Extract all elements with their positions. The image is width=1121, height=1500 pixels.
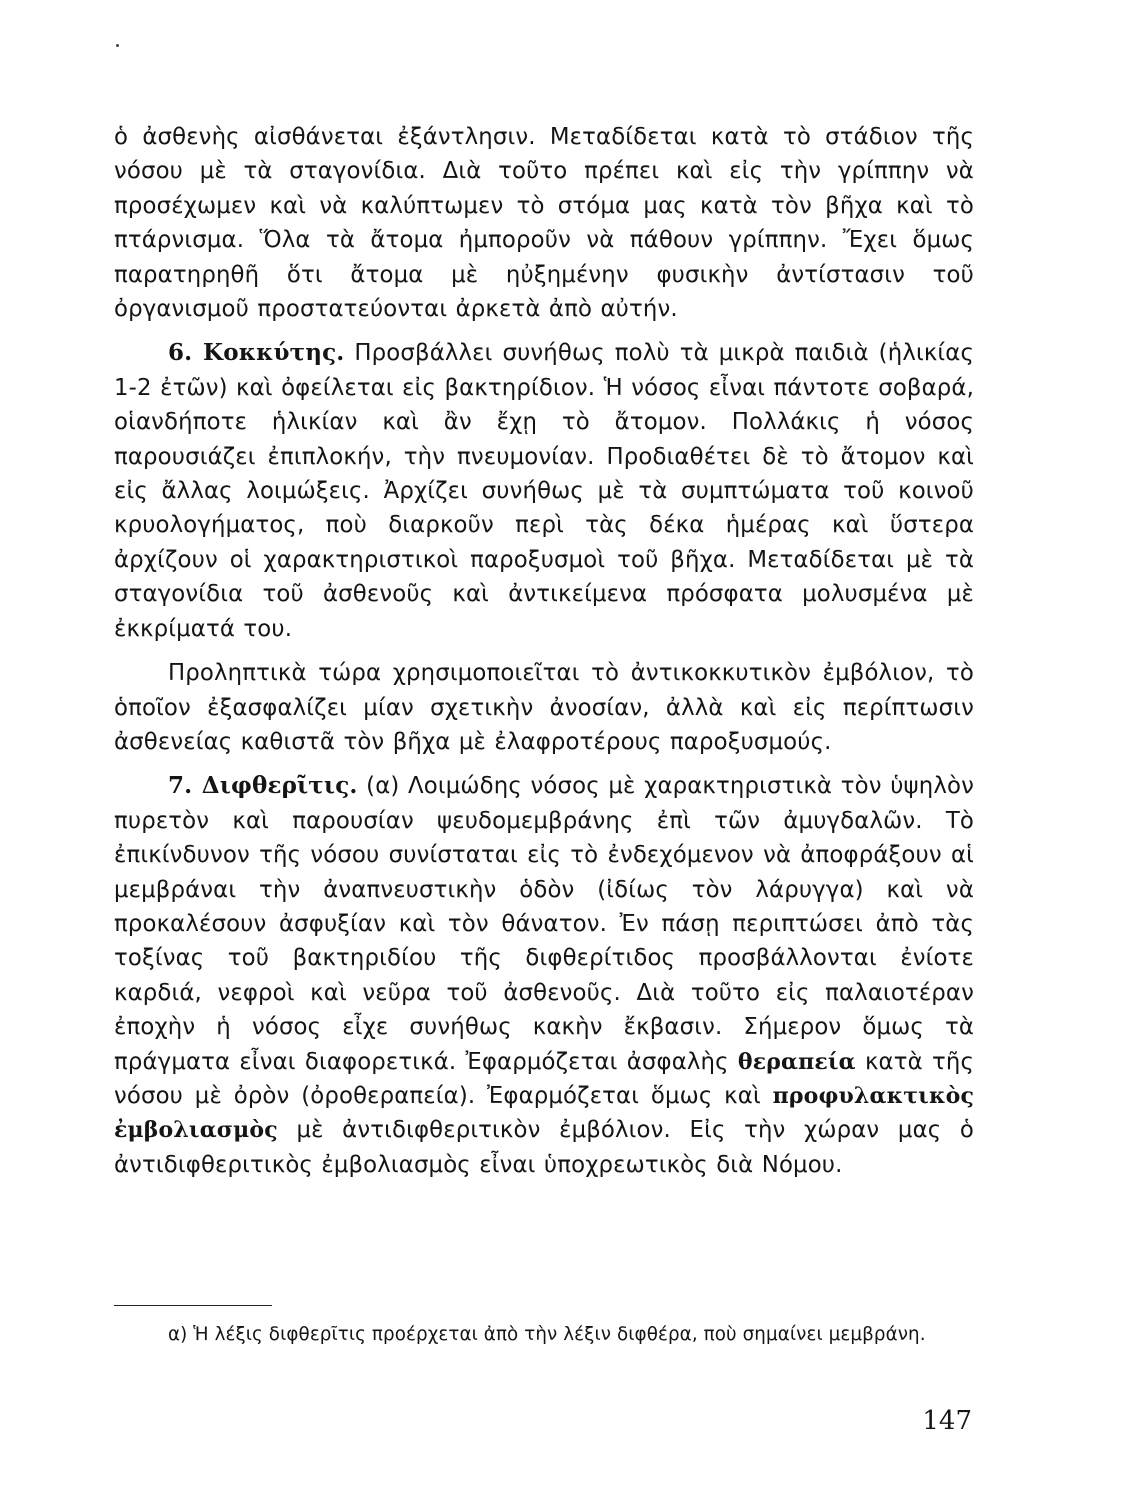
bold-term-vaccination: προφυλακτικὸς ἐμβολιασμὸς [114,1082,974,1144]
footnote-divider [114,1305,272,1306]
paragraph-text: μὲ ἀντιδιφθεριτικὸν ἐμβόλιον. Εἰς τὴν χώραν μας ὁ ἀντιδιφθεριτικὸς ἐμβολιασμὸς εἶναι ὑποχρεωτικὸς διὰ Νόμου. [114,1117,974,1178]
section-heading-whooping-cough: 6. Κοκκύτης. [168,339,345,367]
paragraph-text: κατὰ τῆς νόσου μὲ ὀρὸν (ὀροθεραπεία). Ἐφαρμόζεται ὅμως καὶ [114,1048,974,1109]
paragraph-whooping-cough [114,336,974,646]
section-heading-diphtheria: 7. Διφθερῖτις. [168,772,358,800]
paragraph-text: ὁ ἀσθενὴς αἰσθάνεται ἐξάντλησιν. Μεταδίδεται κατὰ τὸ στάδιον τῆς νόσου μὲ τὰ σταγονίδια. Διὰ τοῦτο πρέπει καὶ εἰς τὴν γρίππην νὰ προσέχωμεν καὶ νὰ καλύπτωμεν τὸ στόμα μας κατὰ τὸν βῆχα καὶ τὸ πτάρνισμα. Ὅλα τὰ ἄτομα ἠμποροῦν νὰ πάθουν γρίππην. Ἔχει ὅμως παρατηρηθῆ ὅτι ἄτομα μὲ ηὐξημένην φυσικὴν ἀντίστασιν τοῦ ὀργανισμοῦ προστατεύονται ἀρκετὰ ἀπὸ αὐτήν. [114,124,974,323]
paragraph-influenza-end [114,120,974,326]
scan-speck [116,44,119,47]
paragraph-text: Προληπτικὰ τώρα χρησιμοποιεῖται τὸ ἀντικοκκυτικὸν ἐμβόλιον, τὸ ὁποῖον ἐξασφαλίζει μίαν σχετικὴν ἀνοσίαν, ἀλλὰ καὶ εἰς περίπτωσιν ἀσθενείας καθιστᾶ τὸν βῆχα μὲ ἐλαφροτέρους παροξυσμούς. [114,660,974,755]
paragraph-whooping-cough-prevention [114,656,974,759]
paragraph-text: (α) Λοιμώδης νόσος μὲ χαρακτηριστικὰ τὸν ὑψηλὸν πυρετὸν καὶ παρουσίαν ψευδομεμβράνης ἐπὶ τῶν ἀμυγδαλῶν. Τὸ ἐπικίνδυνον τῆς νόσου συνίσταται εἰς τὸ ἐνδεχόμενον νὰ ἀποφράξουν αἱ μεμβράναι τὴν ἀναπνευστικὴν ὁδὸν (ἰδίως τὸν λάρυγγα) καὶ νὰ προκαλέσουν ἀσφυξίαν καὶ τὸν θάνατον. Ἐν πάσῃ περιπτώσει ἀπὸ τὰς τοξίνας τοῦ βακτηριδίου τῆς διφθερίτιδος προσβάλλονται ἐνίοτε καρδιά, νεφροὶ καὶ νεῦρα τοῦ ἀσθενοῦς. Διὰ τοῦτο εἰς παλαιοτέραν ἐποχὴν ἡ νόσος εἶχε συνήθως κακὴν ἔκβασιν. Σήμερον ὅμως τὰ πράγματα εἶναι διαφορετικά. Ἐφαρμόζεται ἀσφαλὴς [114,773,974,1075]
footnote: α) Ἡ λέξις διφθερῖτις προέρχεται ἀπὸ τὴν λέξιν διφθέρα, ποὺ σημαίνει μεμβράνη. [168,1324,926,1345]
page-number: 147 [922,1406,972,1436]
paragraph-text: Προσβάλλει συνήθως πολὺ τὰ μικρὰ παιδιὰ (ἡλικίας 1-2 ἐτῶν) καὶ ὀφείλεται εἰς βακτηρίδιον. Ἡ νόσος εἶναι πάντοτε σοβαρά, οἱανδήποτε ἡλικίαν καὶ ἂν ἔχῃ τὸ ἄτομον. Πολλάκις ἡ νόσος παρουσιάζει ἐπιπλοκήν, τὴν πνευμονίαν. Προδιαθέτει δὲ τὸ ἄτομον καὶ εἰς ἄλλας λοιμώξεις. Ἀρχίζει συνήθως μὲ τὰ συμπτώματα τοῦ κοινοῦ κρυολογήματος, ποὺ διαρκοῦν περὶ τὰς δέκα ἡμέρας καὶ ὕστερα ἀρχίζουν οἱ χαρακτηριστικοὶ παροξυσμοὶ τοῦ βῆχα. Μεταδίδεται μὲ τὰ σταγονίδια τοῦ ἀσθενοῦς καὶ ἀντικείμενα πρόσφατα μολυσμένα μὲ ἐκκρίματά του. [114,340,974,642]
paragraph-diphtheria [114,769,974,1182]
body-text [114,120,974,1182]
bold-term-therapy: θεραπεία [737,1048,856,1075]
